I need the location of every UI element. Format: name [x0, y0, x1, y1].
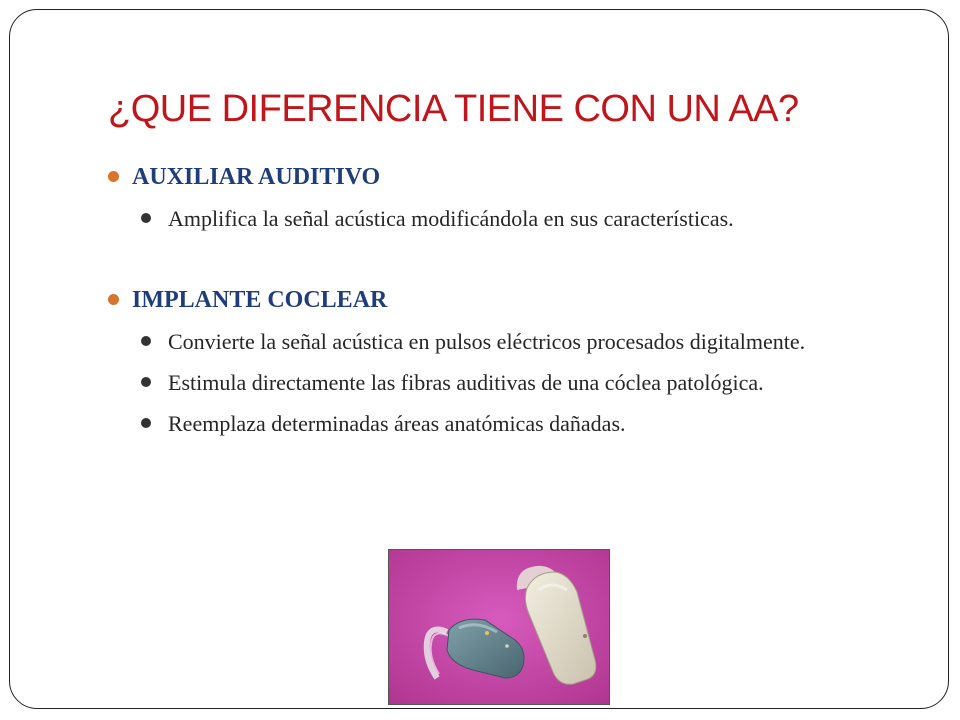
section-heading-auxiliar: AUXILIAR AUDITIVO [108, 160, 898, 194]
slide-content [108, 160, 898, 440]
bullet-implante-3: Reemplaza determinadas áreas anatómicas dañadas. [108, 407, 898, 440]
slide-title: ¿QUE DIFERENCIA TIENE CON UN AA? [108, 88, 799, 130]
bullet-implante-1: Convierte la señal acústica en pulsos eléctricos procesados digitalmente. [108, 325, 898, 358]
section-heading-implante: IMPLANTE COCLEAR [108, 283, 898, 317]
hearing-aids-photo [388, 549, 610, 705]
hearing-aids-illustration [389, 550, 609, 704]
bullet-auxiliar-1: Amplifica la señal acústica modificándola en sus características. [108, 202, 898, 235]
bullet-implante-2: Estimula directamente las fibras auditivas de una cóclea patológica. [108, 366, 898, 399]
